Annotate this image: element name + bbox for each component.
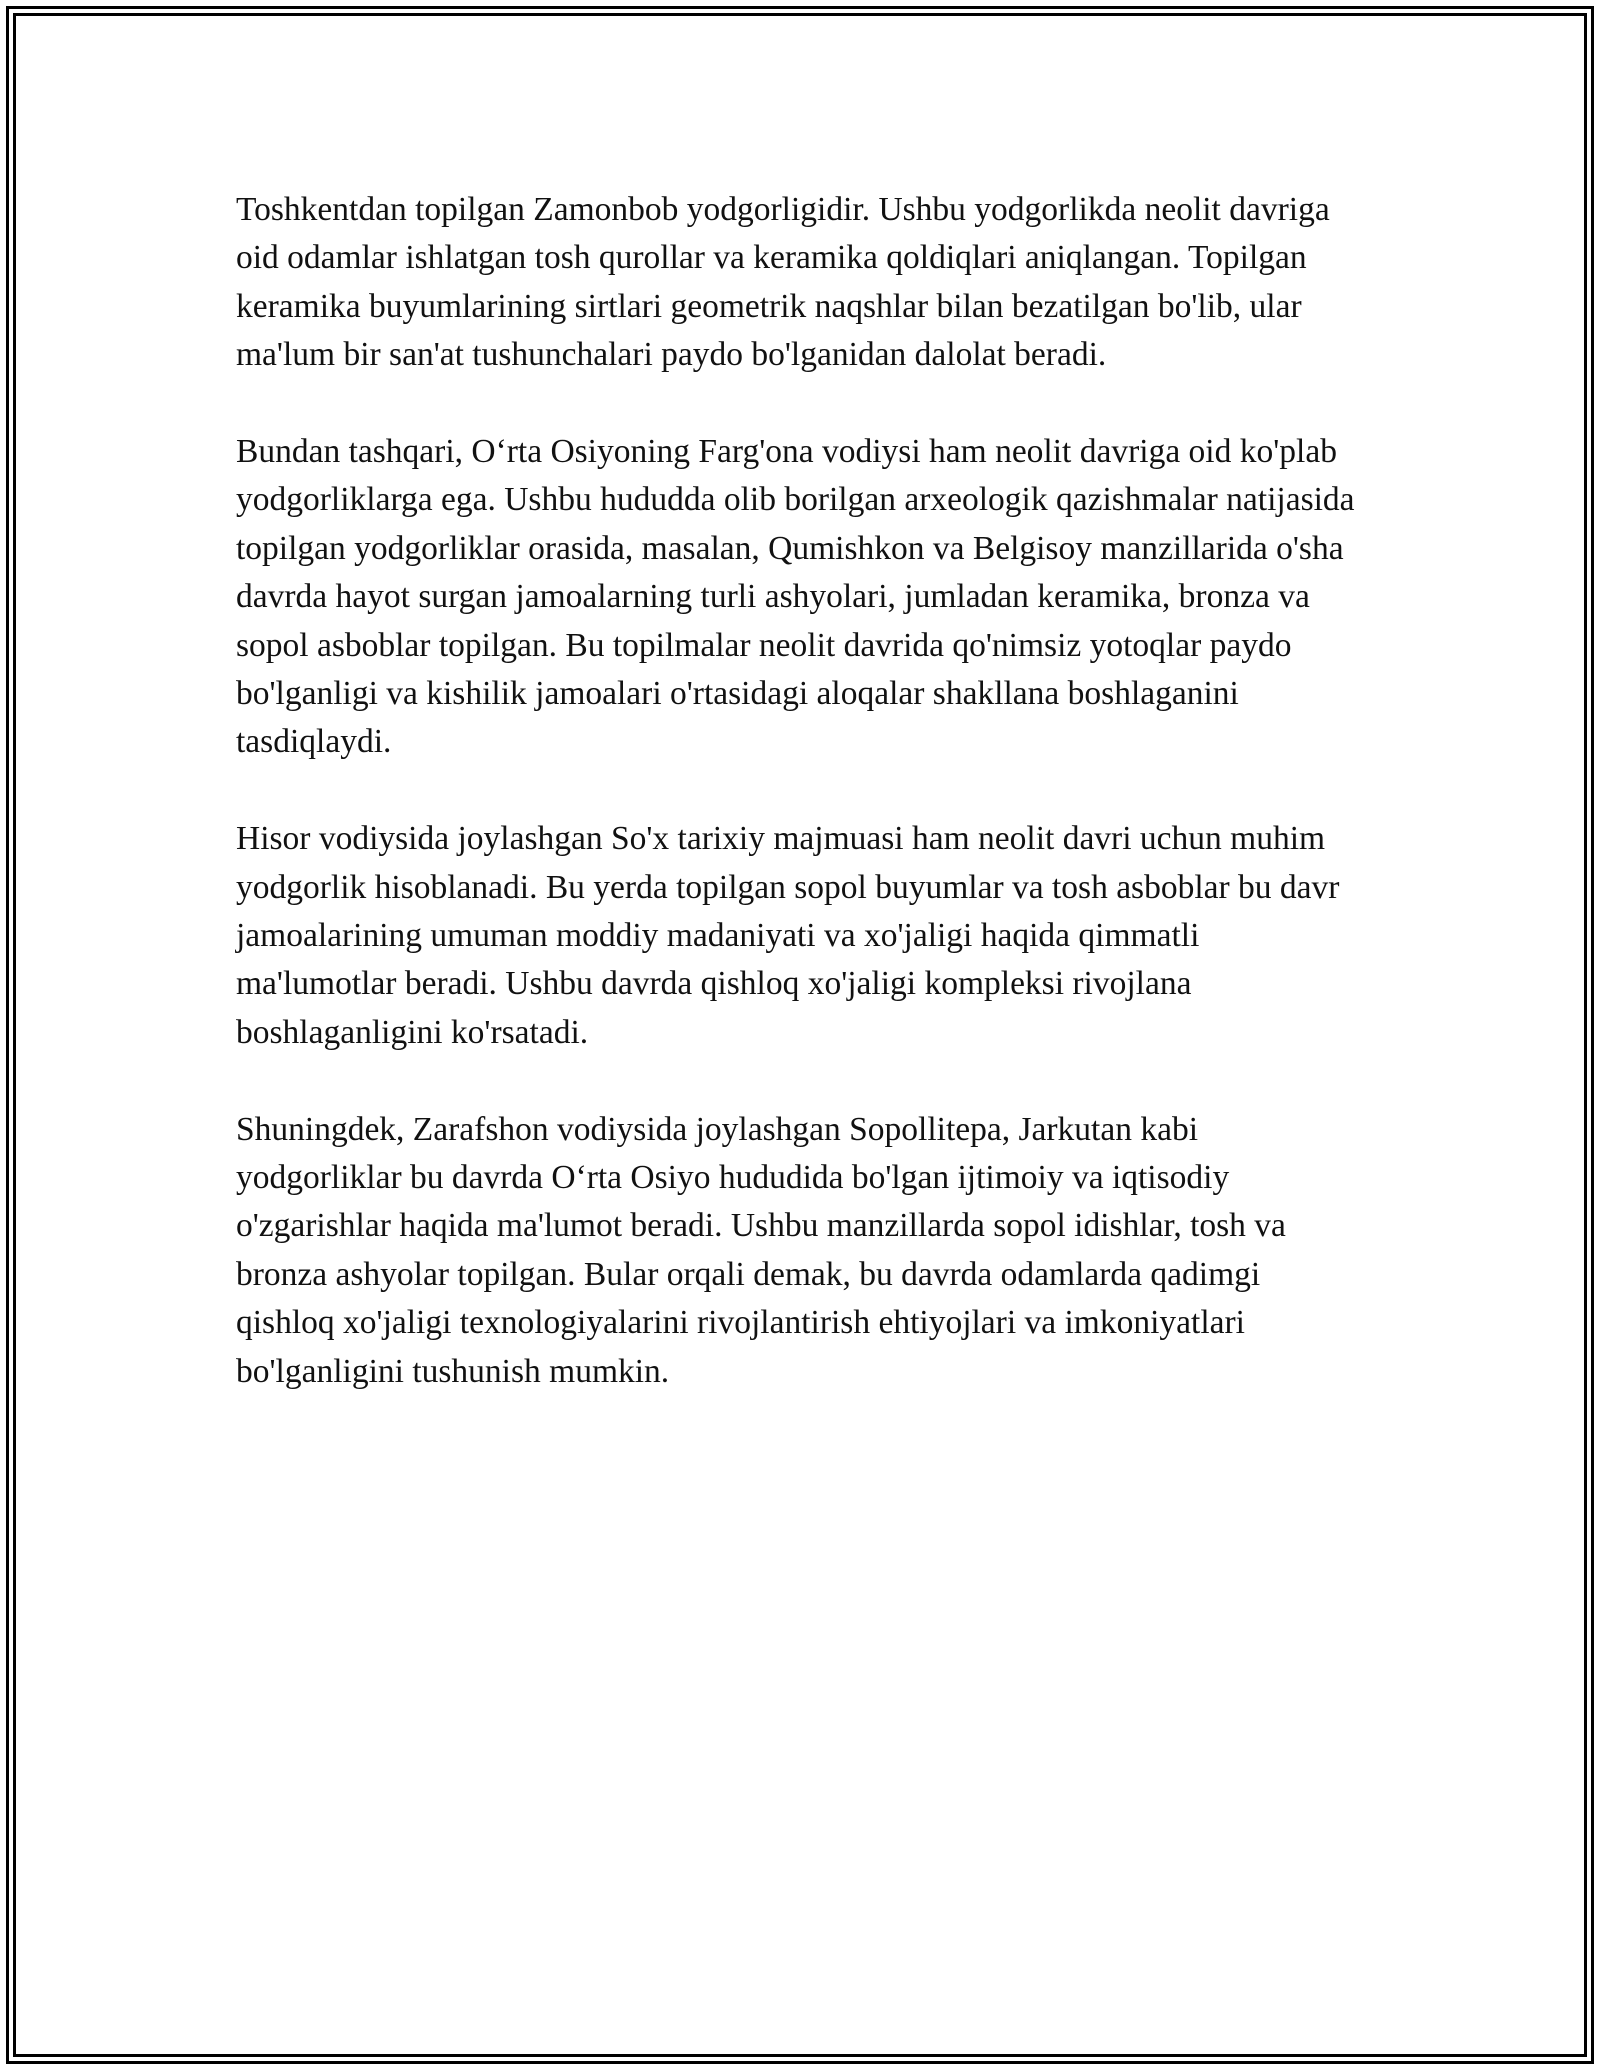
paragraph-4: Shuningdek, Zarafshon vodiysida joylashgan Sopollitepa, Jarkutan kabi yodgorliklar bu davrda O‘rta Osiyo hududida bo'lgan ijtimoiy va iqtisodiy o'zgarishlar haqida ma'lumot beradi. Ushbu manzillarda sopol idishlar, tosh va bronza ashyolar topilgan. Bular orqali demak, bu davrda odamlarda qadimgi qishloq xo'jaligi texnologiyalarini rivojlantirish ehtiyojlari va imkoniyatlari bo'lganligini tushunish mumkin. [236,1110,1286,1390]
paragraph-2: Bundan tashqari, O‘rta Osiyoning Farg'ona vodiysi ham neolit davriga oid ko'plab yodgorliklarga ega. Ushbu hududda olib borilgan arxeologik qazishmalar natijasida topilgan yodgorliklar orasida, masalan, Qumishkon va Belgisoy manzillarida o'sha davrda hayot surgan jamoalarning turli ashyolari, jumladan keramika, bronza va sopol asboblar topilgan. Bu topilmalar neolit davrida qo'nimsiz yotoqlar paydo bo'lganligi va kishilik jamoalari o'rtasidagi aloqalar shakllana boshlaganini tasdiqlaydi. [236,433,1355,761]
document-body [236,186,1366,1445]
paragraph-3: Hisor vodiysida joylashgan So'x tarixiy majmuasi ham neolit davri uchun muhim yodgorlik hisoblanadi. Bu yerda topilgan sopol buyumlar va tosh asboblar bu davr jamoalarining umuman moddiy madaniyati va xo'jaligi haqida qimmatli ma'lumotlar beradi. Ushbu davrda qishloq xo'jaligi kompleksi rivojlana boshlaganligini ko'rsatadi. [236,820,1340,1051]
paragraph-1: Toshkentdan topilgan Zamonbob yodgorligidir. Ushbu yodgorlikda neolit davriga oid odamlar ishlatgan tosh qurollar va keramika qoldiqlari aniqlangan. Topilgan keramika buyumlarining sirtlari geometrik naqshlar bilan bezatilgan bo'lib, ular ma'lum bir san'at tushunchalari paydo bo'lganidan dalolat beradi. [236,191,1330,374]
